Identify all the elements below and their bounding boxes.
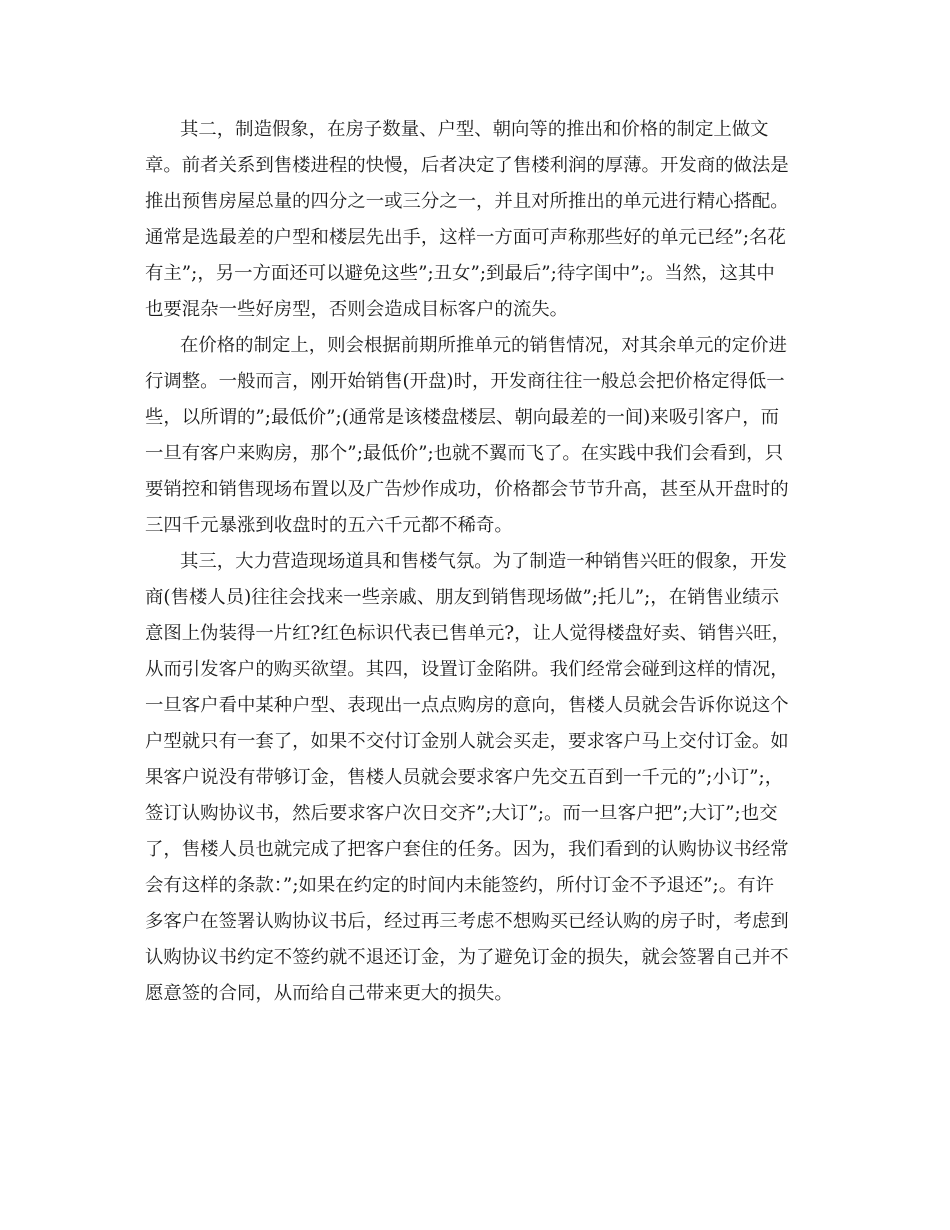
text-line: 认购协议书约定不签约就不退还订金，为了避免订金的损失，就会签署自己并不: [145, 947, 789, 968]
text-line: 有主”;，另一方面还可以避免这些”;丑女”;到最后”;待字闺中”;。当然，这其中: [145, 263, 775, 284]
text-line: 要销控和销售现场布置以及广告炒作成功，价格都会节节升高，甚至从开盘时的: [145, 479, 789, 500]
text-line: 在价格的制定上，则会根据前期所推单元的销售情况，对其余单元的定价进: [180, 335, 787, 356]
text-line: 通常是选最差的户型和楼层先出手，这样一方面可声称那些好的单元已经”;名花: [145, 227, 786, 248]
text-line: 章。前者关系到售楼进程的快慢，后者决定了售楼利润的厚薄。开发商的做法是: [145, 155, 789, 176]
text-line: 会有这样的条款：”;如果在约定的时间内未能签约，所付订金不予退还”;。有许: [145, 875, 774, 896]
text-line: 从而引发客户的购买欲望。其四，设置订金陷阱。我们经常会碰到这样的情况，: [145, 659, 789, 680]
text-line: 愿意签的合同，从而给自己带来更大的损失。: [145, 983, 513, 1004]
text-line: 些，以所谓的”;最低价”;(通常是该楼盘楼层、朝向最差的一间)来吸引客户，而: [145, 407, 780, 428]
text-line: 其二，制造假象，在房子数量、户型、朝向等的推出和价格的制定上做文: [180, 119, 769, 140]
text-line: 果客户说没有带够订金，售楼人员就会要求客户先交五百到一千元的”;小订”;，: [145, 767, 784, 788]
text-line: 了，售楼人员也就完成了把客户套住的任务。因为，我们看到的认购协议书经常: [145, 839, 789, 860]
text-line: 一旦有客户来购房，那个”;最低价”;也就不翼而飞了。在实践中我们会看到，只: [145, 443, 784, 464]
text-line: 签订认购协议书，然后要求客户次日交齐”;大订”;。而一旦客户把”;大订”;也交: [145, 803, 778, 824]
text-line: 一旦客户看中某种户型、表现出一点点购房的意向，售楼人员就会告诉你说这个: [145, 695, 789, 716]
text-line: 也要混杂一些好房型，否则会造成目标客户的流失。: [145, 299, 568, 320]
text-line: 商(售楼人员)往往会找来一些亲戚、朋友到销售现场做”;托儿”;，在销售业绩示: [145, 587, 780, 608]
text-line: 其三，大力营造现场道具和售楼气氛。为了制造一种销售兴旺的假象，开发: [180, 551, 787, 572]
text-line: 行调整。一般而言，刚开始销售(开盘)时，开发商往往一般总会把价格定得低一: [145, 371, 785, 392]
text-line: 意图上伪装得一片红?红色标识代表已售单元?，让人觉得楼盘好卖、销售兴旺，: [145, 623, 791, 644]
text-line: 三四千元暴涨到收盘时的五六千元都不稀奇。: [145, 515, 513, 536]
text-line: 推出预售房屋总量的四分之一或三分之一，并且对所推出的单元进行精心搭配。: [145, 191, 789, 212]
text-line: 户型就只有一套了，如果不交付订金别人就会买走，要求客户马上交付订金。如: [145, 731, 789, 752]
text-line: 多客户在签署认购协议书后，经过再三考虑不想购买已经认购的房子时，考虑到: [145, 911, 789, 932]
